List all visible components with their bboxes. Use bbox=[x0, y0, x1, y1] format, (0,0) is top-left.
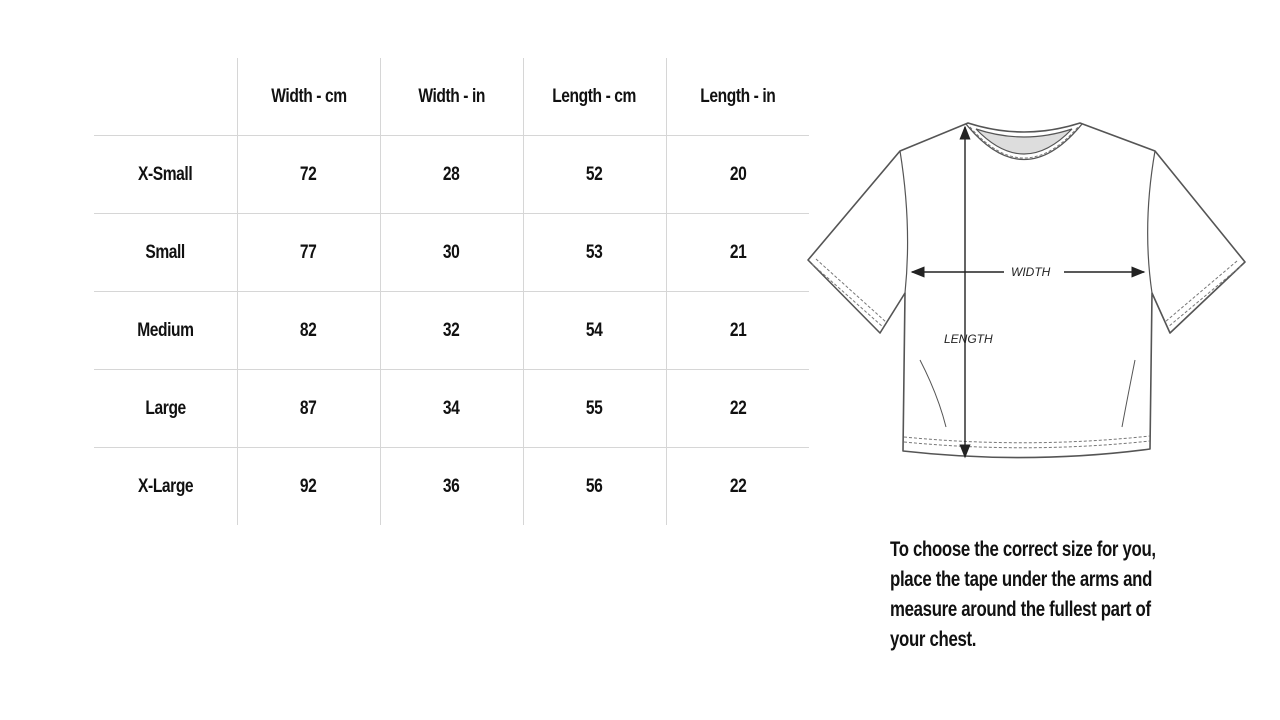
width-in-cell: 32 bbox=[380, 292, 523, 370]
sizing-instructions bbox=[890, 535, 1154, 655]
length-in-cell: 21 bbox=[666, 214, 809, 292]
table-header-row bbox=[94, 58, 809, 136]
width-cm-cell: 87 bbox=[237, 370, 380, 448]
width-in-cell: 28 bbox=[380, 136, 523, 214]
instruction-line: place the tape under the arms and bbox=[890, 568, 1153, 591]
width-cm-cell: 77 bbox=[237, 214, 380, 292]
width-in-cell: 36 bbox=[380, 448, 523, 526]
size-label: Small bbox=[94, 214, 237, 292]
width-cm-cell: 92 bbox=[237, 448, 380, 526]
width-in-cell: 30 bbox=[380, 214, 523, 292]
size-label: Medium bbox=[94, 292, 237, 370]
header-length-in: Length - in bbox=[666, 58, 809, 136]
header-width-in: Width - in bbox=[380, 58, 523, 136]
instruction-line: To choose the correct size for you, bbox=[890, 538, 1156, 561]
size-label: X-Small bbox=[138, 163, 193, 185]
length-cm-cell: 56 bbox=[523, 448, 666, 526]
length-in-cell: 22 bbox=[666, 370, 809, 448]
length-in-cell: 20 bbox=[666, 136, 809, 214]
shirt-outline bbox=[808, 123, 1245, 458]
header-width-cm: Width - cm bbox=[237, 58, 380, 136]
header-cell-empty bbox=[94, 58, 237, 136]
width-cm-cell: 72 bbox=[237, 136, 380, 214]
table-row bbox=[94, 292, 809, 370]
length-label: LENGTH bbox=[944, 332, 993, 346]
length-cm-cell: 52 bbox=[523, 136, 666, 214]
width-label: WIDTH bbox=[1011, 265, 1051, 279]
tshirt-measurement-icon bbox=[800, 115, 1255, 475]
size-label: Large bbox=[94, 370, 237, 448]
size-label: X-Large bbox=[94, 448, 237, 526]
length-cm-cell: 55 bbox=[523, 370, 666, 448]
length-in-cell: 21 bbox=[666, 292, 809, 370]
table-row bbox=[94, 370, 809, 448]
width-cm-cell: 82 bbox=[237, 292, 380, 370]
length-cm-cell: 53 bbox=[523, 214, 666, 292]
width-in-cell: 34 bbox=[380, 370, 523, 448]
table-row bbox=[94, 448, 809, 526]
header-length-cm: Length - cm bbox=[523, 58, 666, 136]
instruction-line: your chest. bbox=[890, 628, 977, 651]
instruction-line: measure around the fullest part of bbox=[890, 598, 1151, 621]
size-chart-table bbox=[94, 58, 809, 525]
table-row bbox=[94, 214, 809, 292]
length-in-cell: 22 bbox=[666, 448, 809, 526]
table-row bbox=[94, 136, 809, 214]
length-cm-cell: 54 bbox=[523, 292, 666, 370]
